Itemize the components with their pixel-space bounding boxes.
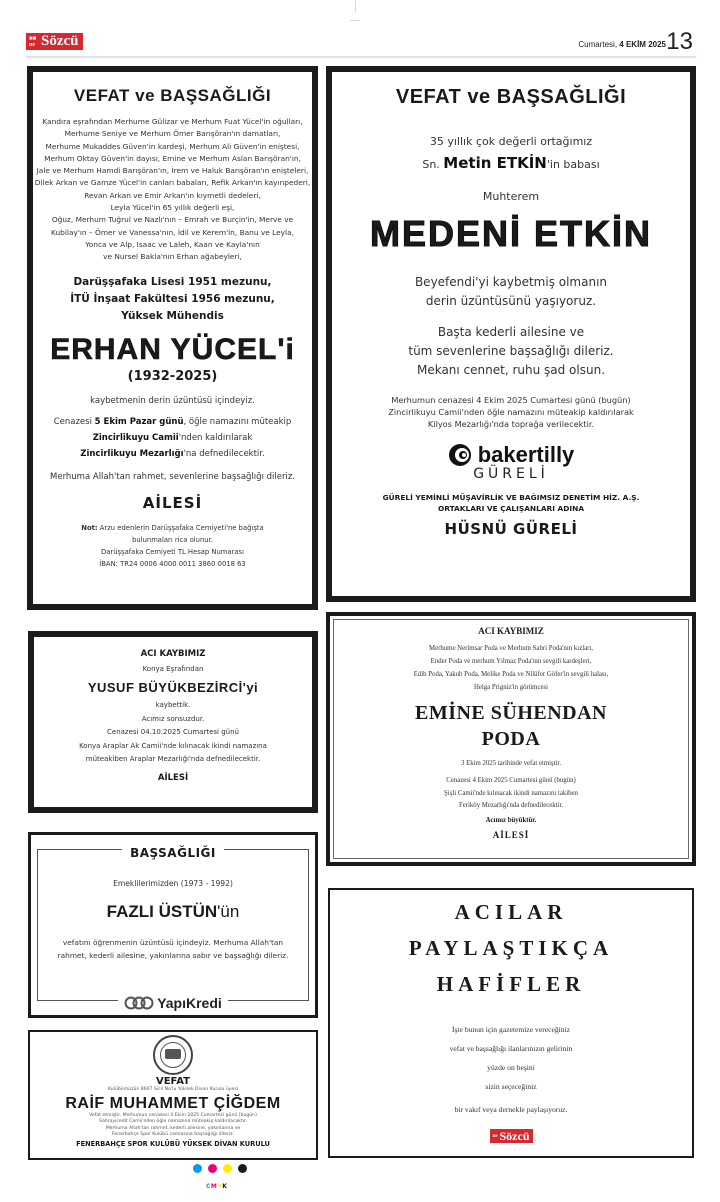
notice-raif-muhammet-cigdem [28, 1030, 318, 1160]
prayer-text: Merhuma Allah'tan rahmet, sevenlerine başsağlığı dileriz. [50, 471, 295, 482]
funeral-line: Cenazesi 4 Ekim 2025 Cumartesi günü (bugün) [446, 777, 576, 784]
body-line: Kandıra eşrafından Merhume Gülizar ve Merhum Fuat Yücel'in oğulları, [42, 117, 303, 126]
funeral-info [332, 394, 690, 430]
message-line: Beyefendi'yi kaybetmiş olmanın [414, 275, 608, 289]
body-line: Jale ve Merhum Hamdi Barışöran'ın, İrem ve Haluk Barışöran'ın enişteleri, [36, 166, 309, 176]
notice-emine-suhendan-poda [326, 612, 696, 866]
bakertilly-logo [332, 442, 690, 468]
deceased-name: RAİF MUHAMMET ÇİĞDEM [65, 1094, 281, 1112]
cyan-dot-icon [193, 1164, 202, 1173]
inner-frame [37, 849, 309, 1001]
deceased-name: ERHAN YÜCEL'i [50, 332, 295, 366]
education [33, 274, 312, 325]
crop-mark [355, 0, 356, 12]
message-line: rahmet, kederli ailesine, yakınlarına sabır ve başsağlığı dileriz. [57, 951, 289, 960]
condolence-message [332, 273, 690, 311]
notice-title: ACI KAYBIMIZ [478, 626, 544, 636]
cmyk-c: C [206, 1183, 211, 1190]
son-name: Metin ETKİN [443, 154, 547, 172]
headline-line: ACILAR [454, 900, 568, 924]
body-line: Dilek Arkan ve Gamze Yücel'in canları babaları, Refik Arkan'ın kayınpederi, [34, 178, 311, 188]
body-line: sizin seçeceğiniz [485, 1082, 537, 1091]
donation-note [33, 522, 312, 570]
condolence-message [31, 936, 315, 962]
logo-text: YapıKredi [157, 995, 222, 1011]
fenerbahce-crest-icon [153, 1035, 193, 1075]
body-line: Cenazesi 04.10.2025 Cumartesi günü [107, 728, 239, 736]
company-line: GÜRELİ YEMİNLİ MÜŞAVİRLİK VE BAĞIMSIZ DENETİM HİZ. A.Ş. [382, 493, 640, 502]
iban: İBAN: TR24 0006 4000 0011 3860 0018 63 [99, 559, 246, 568]
body-line: vefat ve başsağlığı ilanlarınızın gelirinin [449, 1044, 573, 1053]
body-line: Kubilay'ın – Ömer ve Vanessa'nın, İdil ve Kerem'in, Banu ve Leyla, [50, 227, 294, 237]
yapikredi-logo [31, 995, 315, 1011]
relation-line: Edib Poda, Yakub Poda, Melike Poda ve Nilüfer Göfer'in sevgili halası, [413, 671, 609, 678]
signature: AİLESİ [492, 829, 530, 840]
intro-line [332, 154, 690, 172]
body-line: müteakiben Araplar Mezarlığı'nda defnedilecektir. [85, 755, 261, 763]
headline-line: HAFİFLER [436, 972, 586, 996]
name-text: FAZLI ÜSTÜN [106, 902, 218, 921]
funeral-line: Zincirlikuyu Camii'nden öğle namazını müteakip kaldırılarak [388, 407, 634, 417]
funeral-date: 5 Ekim Pazar günü [94, 416, 184, 427]
loss-text: kaybetmenin derin üzüntüsü içindeyiz. [90, 395, 255, 406]
body-line: kaybettik. [155, 701, 191, 709]
page-number: 13 [666, 28, 693, 55]
funeral-line: Şişli Camii'nde kılınacak ikindi namazını takiben [444, 789, 578, 797]
issue-date [578, 40, 666, 49]
body-line: Revan Arkan ve Emir Arkan'ın kıymetli dedeleri, [84, 190, 261, 200]
funeral-info [33, 414, 312, 462]
note-text: bulunmaları rica olunur. [132, 535, 213, 544]
yellow-dot-icon [223, 1164, 232, 1173]
body-line: ve Nursel Bakla'nın Erhan ağabeyleri, [103, 252, 242, 262]
relation-line: Ender Poda ve merhum Yılmaz Poda'nın sevgili kardeşleri, [430, 658, 592, 665]
sozcu-logo [26, 33, 83, 50]
note-label: Not: [81, 523, 98, 532]
promo-body [330, 1020, 692, 1119]
signatory: HÜSNÜ GÜRELİ [444, 520, 578, 538]
body-line: Konya Araplar Ak Camii'nde kılınacak ikindi namazına [79, 741, 267, 750]
page-header [26, 28, 696, 55]
logo-word: bakertilly [477, 442, 575, 467]
sozcu-logo-small [490, 1129, 533, 1143]
logo-text: Sözcü [499, 1128, 530, 1143]
grief-line: Acımız büyüktür. [485, 816, 537, 824]
cemetery-name: Zincirlikuyu Mezarlığı [80, 448, 184, 459]
logo-text: Sözcü [41, 33, 79, 49]
sozcu-promo-box [328, 888, 694, 1158]
header-rule [26, 56, 696, 58]
body-line: Merhum Oktay Güven'in dayısı, Emine ve Merhum Aslan Barışöran'ın, [44, 153, 301, 163]
relations [330, 642, 692, 694]
name-line: PODA [481, 728, 541, 750]
body-line: Sahrayıcedit Camii'nden öğle namazına müteakip kaldırılacaktır. [99, 1119, 247, 1124]
notice-fazli-ustun [28, 832, 318, 1018]
body-line: Acımız sonsuzdur. [141, 714, 205, 723]
yapikredi-swirl-icon [124, 996, 154, 1010]
notice-title: VEFAT ve BAŞSAĞLIĞI [395, 86, 627, 108]
origin: Konya Eşrafından [142, 665, 204, 673]
relation-line: Helga Prigniz'in görümcesi [473, 684, 549, 691]
body-line: Merhume Seniye ve Merhum Ömer Barışöran'ın damatları, [64, 129, 281, 139]
name-line: EMİNE SÜHENDAN [414, 702, 608, 724]
body-line: Leyla Yücel'in 65 yıllık değerli eşi, [110, 203, 235, 213]
notice-body [33, 116, 312, 264]
funeral-line: Kilyos Mezarlığı'nda toprağa verilecektir. [427, 419, 595, 429]
deceased-name [330, 700, 692, 752]
intro-line: Kulübümüzün 8607 Sicil No'lu Yüksek Divan Kurulu üyesi [107, 1087, 238, 1092]
company-line: ORTAKLARI VE ÇALIŞANLARI ADINA [437, 504, 585, 513]
message-line: Mekanı cennet, ruhu şad olsun. [416, 363, 606, 377]
intro-text: Sn. [422, 158, 444, 171]
relation-line: Merhume Nerimsar Poda ve Merhum Sabri Poda'nın kızları, [429, 645, 593, 652]
funeral-text: 'nden kaldırılarak [178, 432, 253, 443]
black-dot-icon [238, 1164, 247, 1173]
funeral-text: 'na defnedilecektir. [183, 448, 265, 459]
message-line: vefatını öğrenmenin üzüntüsü içindeyiz. Merhuma Allah'tan [62, 938, 284, 947]
promo-headline [330, 894, 692, 1002]
notice-title: ACI KAYBIMIZ [140, 649, 206, 659]
issue-day: Cumartesi, [578, 40, 618, 49]
education-line: Darüşşafaka Lisesi 1951 mezunu, [73, 275, 272, 288]
message-line: derin üzüntüsünü yaşıyoruz. [425, 294, 597, 308]
signature: FENERBAHÇE SPOR KULÜBÜ YÜKSEK DİVAN KURULU [76, 1139, 270, 1148]
message-line: Başta kederli ailesine ve [437, 325, 585, 339]
notice-body [34, 699, 312, 767]
funeral-info [330, 775, 692, 813]
notice-yusuf-buyukbezirci [28, 631, 318, 813]
bakertilly-swirl-icon [448, 443, 472, 467]
cmyk-k: K [222, 1183, 228, 1190]
cmyk-label [206, 1183, 227, 1190]
education-line: Yüksek Mühendis [121, 309, 224, 322]
note-text: Darüşşafaka Cemiyeti TL Hesap Numarası [101, 547, 244, 556]
logo-subtitle: GÜRELİ [473, 466, 549, 482]
life-years: (1932-2025) [127, 368, 218, 384]
body-line: yüzde on beşini [487, 1063, 535, 1072]
logo-prefix: ■■ ne [29, 35, 37, 48]
mosque-name: Zincirlikuyu Camii [92, 432, 179, 443]
condolence-message [332, 323, 690, 380]
body-line: İşte bunun için gazetemize vereceğiniz [451, 1025, 571, 1034]
notice-title: VEFAT ve BAŞSAĞLIĞI [73, 86, 272, 105]
name-text: YUSUF BÜYÜKBEZİRCİ [87, 680, 243, 695]
magenta-dot-icon [208, 1164, 217, 1173]
notice-medeni-etkin [326, 66, 696, 602]
name-suffix: 'yi [242, 680, 259, 695]
notice-erhan-yucel [27, 66, 318, 610]
name-suffix: 'ün [217, 902, 240, 921]
company-name [332, 492, 690, 514]
cmyk-marks [193, 1164, 247, 1173]
logo-prefix: ne [492, 1133, 498, 1139]
body-line: bir vakıf veya dernekle paylaşıyoruz. [454, 1105, 568, 1114]
issue-date-value: 4 EKİM 2025 [619, 40, 666, 49]
deceased-name: MEDENİ ETKİN [369, 213, 652, 254]
note-text: Arzu edenlerin Darüşşafaka Cemiyeti'ne bağışta [97, 523, 264, 532]
notice-title: BAŞSAĞLIĞI [122, 846, 224, 860]
headline-line: PAYLAŞTIKÇA [408, 936, 614, 960]
funeral-line: Feriköy Mezarlığı'nda defnedilecektir. [458, 802, 564, 809]
intro-text: 'in babası [546, 158, 600, 171]
deceased-name [34, 679, 312, 695]
funeral-line: Merhumun cenazesi 4 Ekim 2025 Cumartesi günü (bugün) [391, 395, 631, 405]
body-line: Merhuma Allah'tan rahmet, kederli ailesine, yakınlarına ve [105, 1125, 241, 1131]
funeral-text: , öğle namazını müteakip [183, 416, 292, 427]
body-line: Oğuz, Merhum Tuğrul ve Nazlı'nın – Emrah ve Burçin'in, Merve ve [51, 215, 294, 225]
body-line: Merhume Mukaddes Güven'in kardeşi, Merhum Ali Güven'in eniştesi, [45, 141, 300, 151]
body-line: Yonca ve Alp, Isaac ve Laleh, Kaan ve Kayla'nın [85, 239, 260, 249]
body-line: Fenerbahçe Spor Kulübü camiasına başsağlığı dileriz. [111, 1132, 234, 1137]
funeral-text: Cenazesi [53, 416, 95, 427]
notice-title: VEFAT [155, 1076, 191, 1087]
deceased-name [31, 902, 315, 922]
body-line: Vefat etmiştir. Merhumun cenazesi 4 Ekim 2025 Cumartesi günü (bugün) [89, 1112, 257, 1118]
death-date: 3 Ekim 2025 tarihinde vefat etmiştir. [460, 760, 562, 767]
notice-body [30, 1113, 316, 1139]
intro-line: 35 yıllık çok değerli ortağımız [429, 135, 593, 148]
education-line: İTÜ İnşaat Fakültesi 1956 mezunu, [70, 292, 275, 305]
signature: AİLESİ [142, 493, 203, 512]
honorific: Muhterem [482, 190, 540, 203]
cmyk-y: Y [217, 1183, 223, 1190]
cmyk-m: M [210, 1183, 218, 1190]
message-line: tüm sevenlerine başsağlığı dileriz. [408, 344, 614, 358]
signature: AİLESİ [157, 772, 189, 783]
subtitle: Emeklilerimizden (1973 - 1992) [113, 879, 233, 888]
crop-mark [350, 20, 360, 21]
